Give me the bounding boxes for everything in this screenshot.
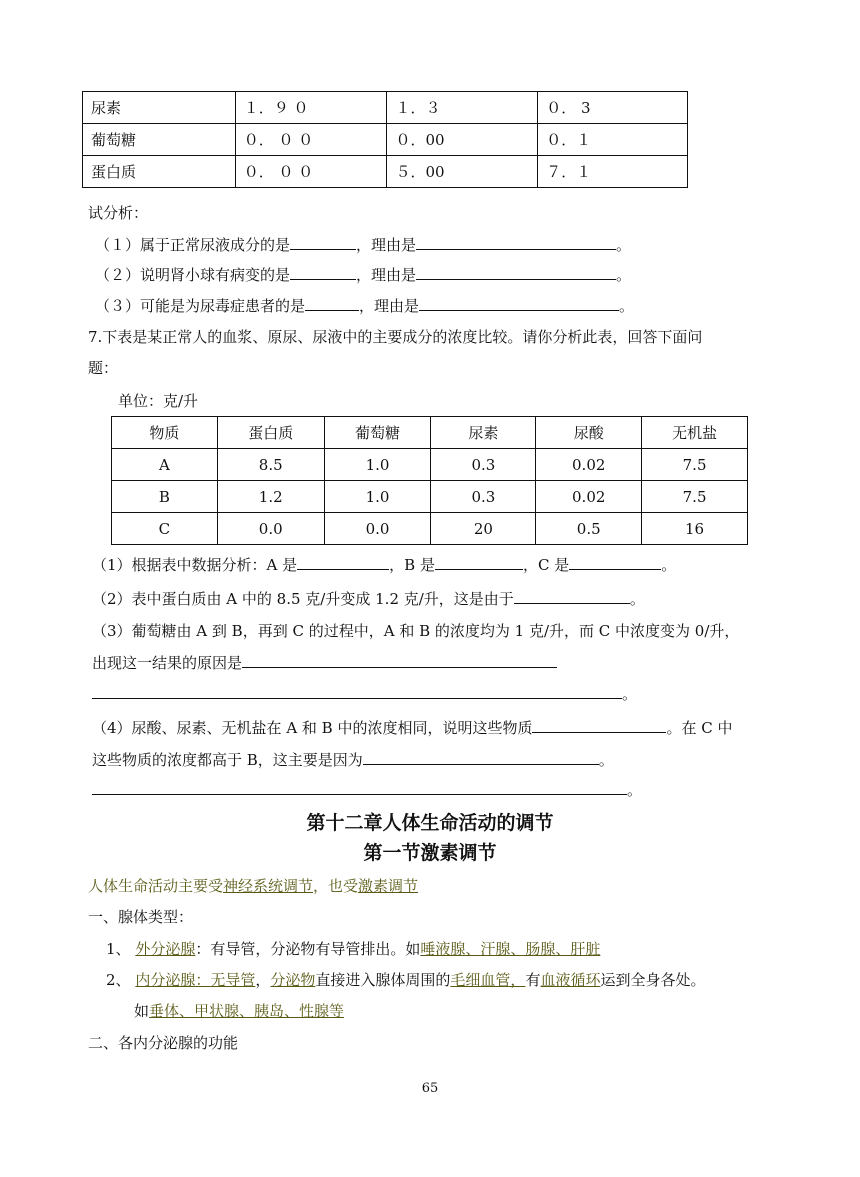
table-cell: ０． ０ ０ <box>235 124 387 156</box>
subquestion-2: （2）表中蛋白质由 A 中的 8.5 克/升变成 1.2 克/升，这是由于 。 <box>92 590 645 608</box>
urine-composition-table <box>82 91 688 188</box>
answer-blank[interactable] <box>363 749 599 765</box>
column-header: 尿酸 <box>536 417 642 449</box>
answer-blank[interactable] <box>92 683 622 699</box>
notes-heading-functions: 二、各内分泌腺的功能 <box>88 1034 239 1052</box>
subquestion-4-line3: 。 <box>92 779 642 800</box>
column-header: 物质 <box>112 417 218 449</box>
chapter-title: 第十二章人体生命活动的调节 <box>306 812 554 834</box>
table-cell: 8.5 <box>217 449 324 481</box>
notes-intro: 人体生命活动主要受神经系统调节，也受激素调节 <box>88 877 419 895</box>
table-cell: 0.3 <box>431 449 536 481</box>
table-cell: １．９ ０ <box>235 92 387 124</box>
table-row <box>112 449 748 481</box>
table-cell: ０．１ <box>538 124 688 156</box>
table-unit: 单位：克/升 <box>118 392 199 410</box>
table-cell: 16 <box>642 513 748 545</box>
table-cell: B <box>112 481 218 513</box>
question-line: （１）属于正常尿液成分的是 ，理由是 。 <box>95 236 632 254</box>
table-row <box>112 481 748 513</box>
answer-blank[interactable] <box>242 652 557 668</box>
table-cell: ０．00 <box>387 124 538 156</box>
question-line: （３）可能是为尿毒症患者的是 ，理由是 。 <box>95 297 635 315</box>
subquestion-4-line2: 这些物质的浓度都高于 B，这主要是因为 。 <box>92 751 614 769</box>
page-number: 65 <box>421 1081 439 1096</box>
table-cell: C <box>112 513 218 545</box>
table-cell: 0.0 <box>217 513 324 545</box>
subquestion-1: （1）根据表中数据分析：A 是 ，B 是 ，C 是 。 <box>92 556 677 574</box>
exocrine-line: 1、 外分泌腺：有导管，分泌物有导管排出。如唾液腺、汗腺、肠腺、肝脏 <box>106 940 601 958</box>
subquestion-3: （3）葡萄糖由 A 到 B，再到 C 的过程中，A 和 B 的浓度均为 1 克/升，而 C 中浓度变为 0/升， <box>92 622 740 640</box>
table-cell: 20 <box>431 513 536 545</box>
question-stem: 7.下表是某正常人的血浆、原尿、尿液中的主要成分的浓度比较。请你分析此表，回答下面问 <box>88 328 703 346</box>
table-cell: 1.2 <box>217 481 324 513</box>
answer-blank[interactable] <box>569 554 661 570</box>
endocrine-line: 2、 内分泌腺：无导管，分泌物直接进入腺体周围的毛细血管，有血液循环运到全身各处。 <box>106 971 706 989</box>
notes-heading-gland-types: 一、腺体类型： <box>88 908 194 926</box>
table-cell: ５．00 <box>387 156 538 188</box>
column-header: 葡萄糖 <box>324 417 431 449</box>
analysis-intro: 试分析： <box>88 204 149 222</box>
table-cell: 7.5 <box>642 481 748 513</box>
answer-blank[interactable] <box>514 588 630 604</box>
table-cell: 尿素 <box>83 92 236 124</box>
table-cell: １．３ <box>387 92 538 124</box>
answer-blank[interactable] <box>532 717 666 733</box>
section-title: 第一节激素调节 <box>363 842 497 864</box>
question-stem: 题： <box>88 359 119 377</box>
answer-blank[interactable] <box>297 554 389 570</box>
table-cell: 0.02 <box>536 449 642 481</box>
question-line: （２）说明肾小球有病变的是 ，理由是 。 <box>95 266 632 284</box>
table-cell: ０． 3 <box>538 92 688 124</box>
table-row <box>83 124 688 156</box>
table-cell: 0.02 <box>536 481 642 513</box>
column-header: 尿素 <box>431 417 536 449</box>
table-cell: 1.0 <box>324 449 431 481</box>
column-header: 无机盐 <box>642 417 748 449</box>
table-row <box>83 92 688 124</box>
answer-blank[interactable] <box>416 234 616 250</box>
answer-blank[interactable] <box>92 779 627 795</box>
table-cell: ７．１ <box>538 156 688 188</box>
table-cell: ０． ０ ０ <box>235 156 387 188</box>
subquestion-3-line3: 。 <box>92 683 637 704</box>
answer-blank[interactable] <box>416 264 616 280</box>
answer-blank[interactable] <box>305 295 359 311</box>
table-header-row <box>112 417 748 449</box>
table-cell: 7.5 <box>642 449 748 481</box>
table-row <box>83 156 688 188</box>
table-row <box>112 513 748 545</box>
plasma-urine-table <box>111 416 748 545</box>
table-cell: A <box>112 449 218 481</box>
endocrine-examples: 如垂体、甲状腺、胰岛、性腺等 <box>134 1002 345 1020</box>
table-cell: 1.0 <box>324 481 431 513</box>
answer-blank[interactable] <box>290 264 356 280</box>
answer-blank[interactable] <box>419 295 619 311</box>
table-cell: 0.5 <box>536 513 642 545</box>
table-cell: 葡萄糖 <box>83 124 236 156</box>
subquestion-4: （4）尿酸、尿素、无机盐在 A 和 B 中的浓度相同，说明这些物质 。在 C 中 <box>92 719 733 737</box>
answer-blank[interactable] <box>435 554 523 570</box>
table-cell: 蛋白质 <box>83 156 236 188</box>
subquestion-3-line2: 出现这一结果的原因是 <box>92 652 557 673</box>
table-cell: 0.3 <box>431 481 536 513</box>
table-cell: 0.0 <box>324 513 431 545</box>
answer-blank[interactable] <box>290 234 356 250</box>
column-header: 蛋白质 <box>217 417 324 449</box>
